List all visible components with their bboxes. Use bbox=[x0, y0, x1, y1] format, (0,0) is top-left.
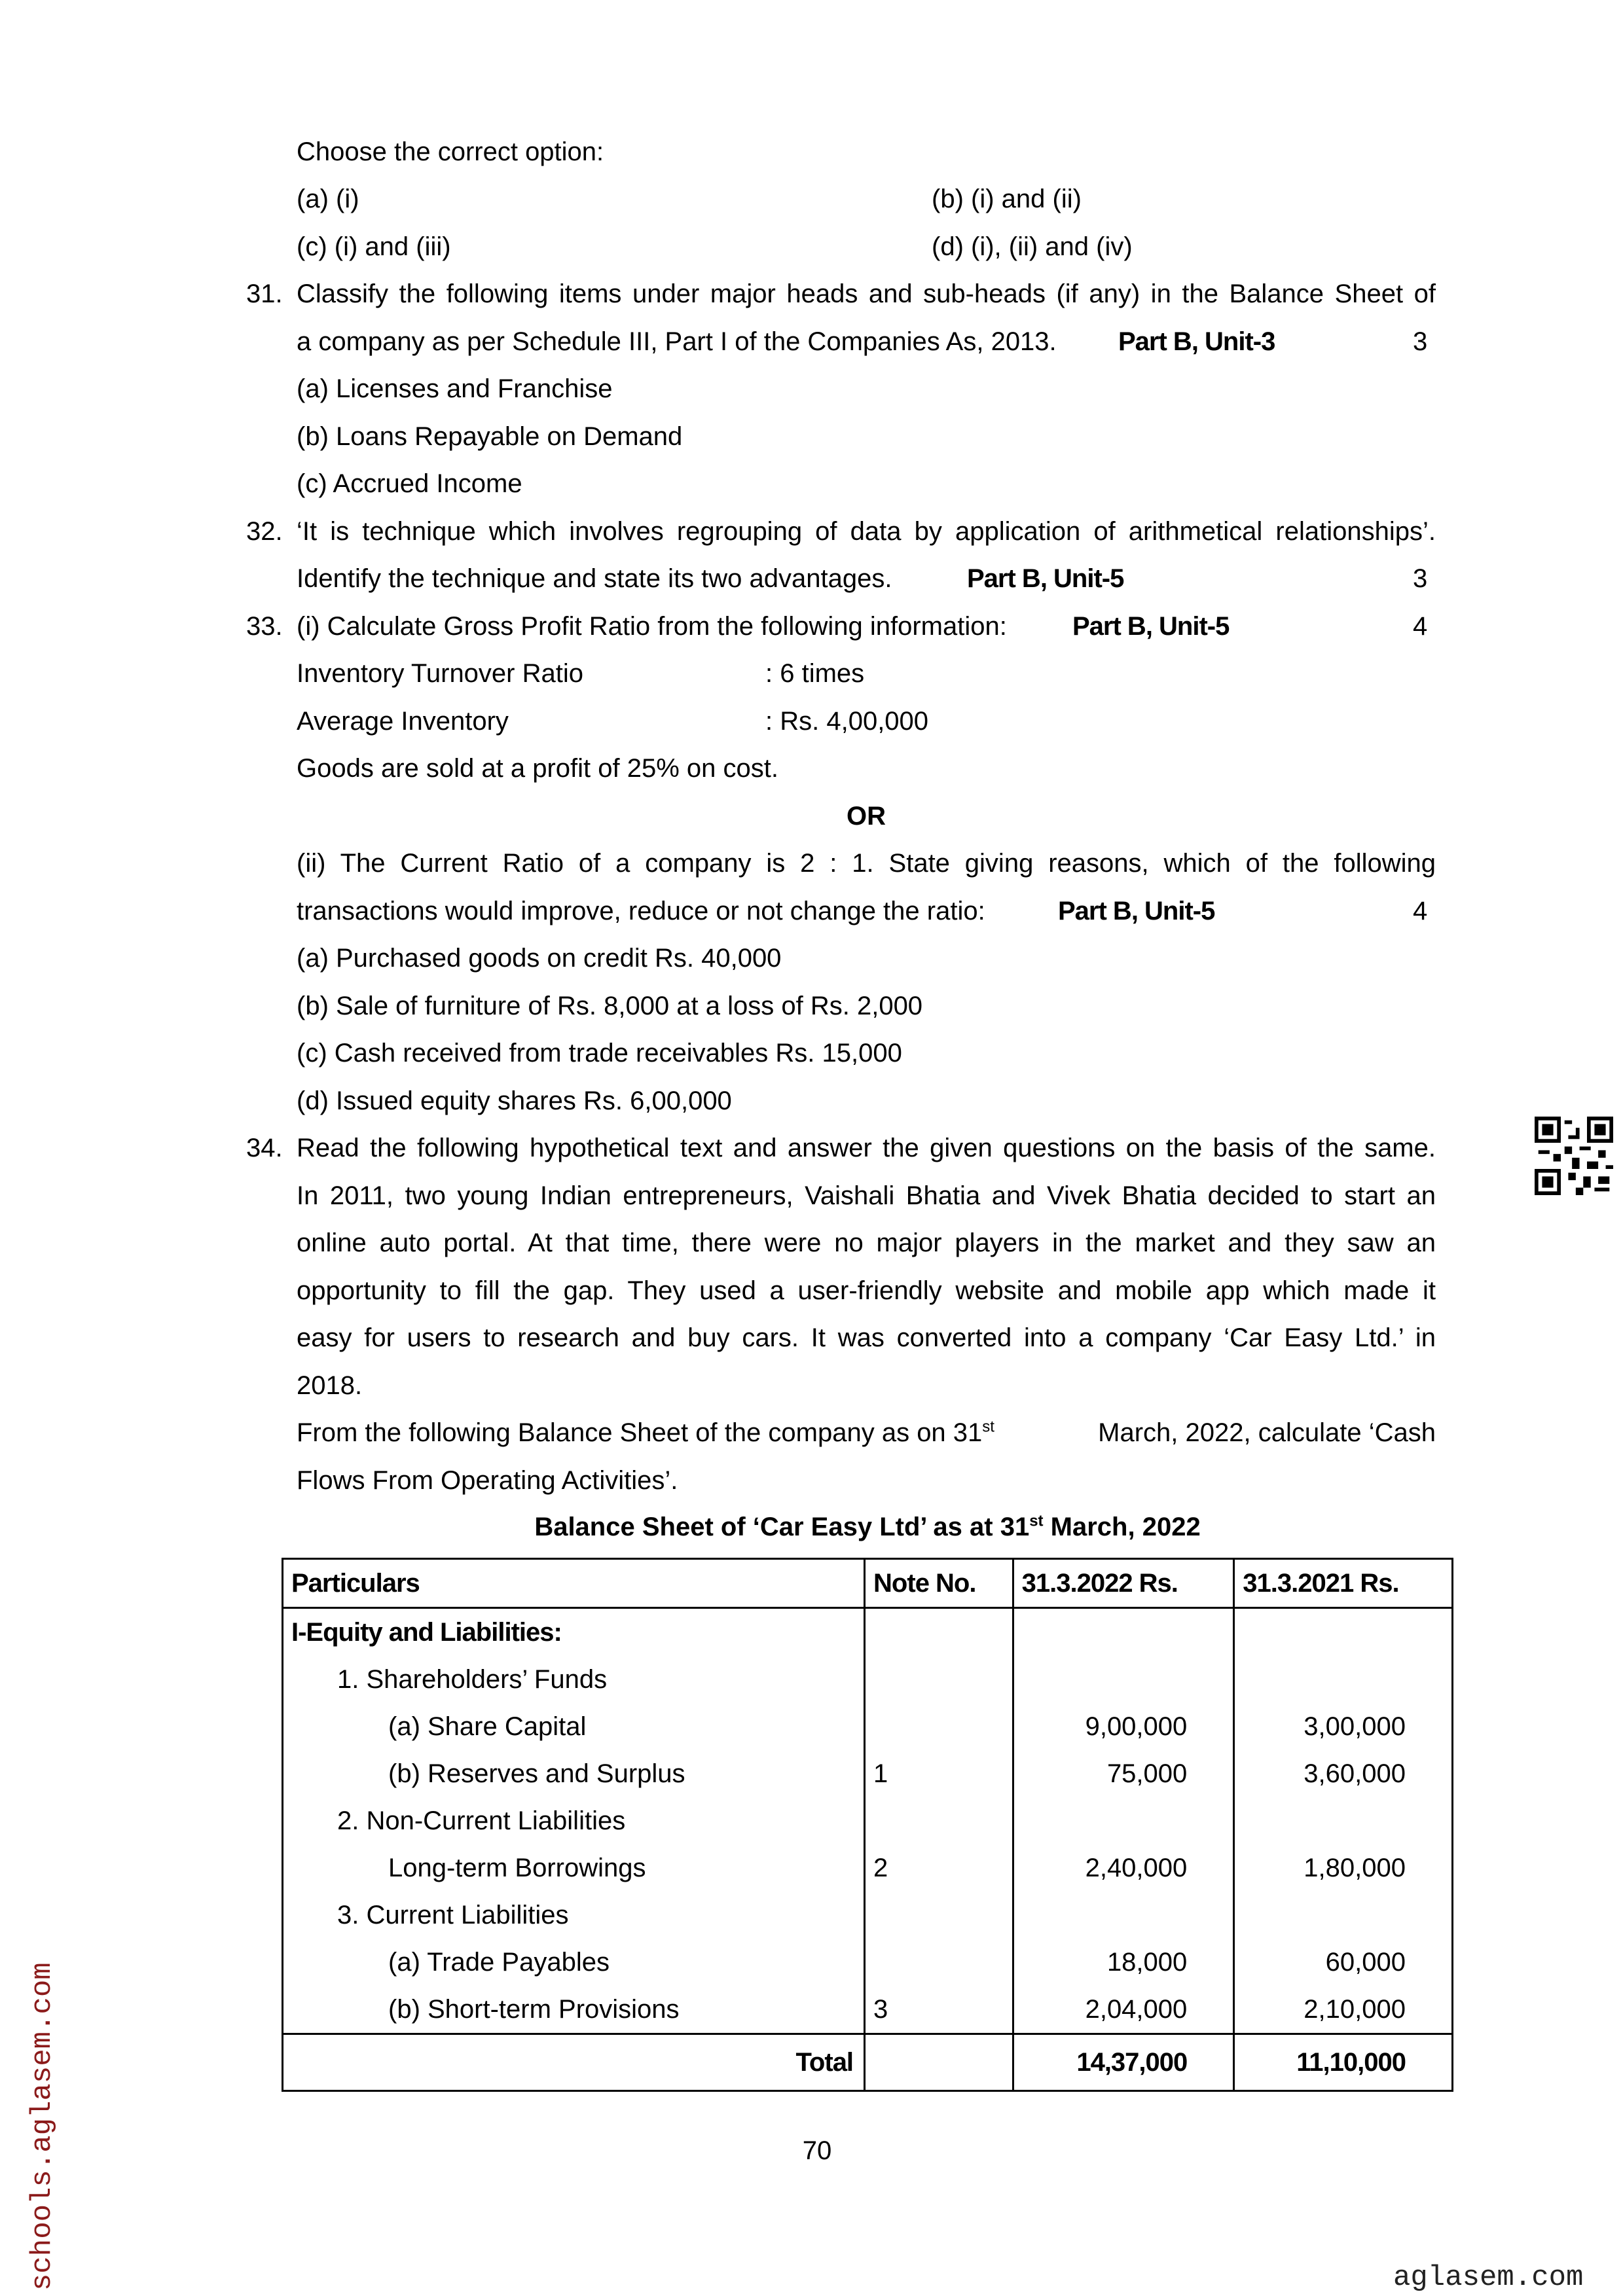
q34-line: 2018. bbox=[297, 1371, 363, 1400]
superscript: st bbox=[982, 1418, 994, 1436]
unit-tag: Part B, Unit-3 bbox=[1118, 327, 1275, 356]
bs-line1-text bbox=[297, 1409, 994, 1456]
q33-line1: (i) Calculate Gross Profit Ratio from the following information: bbox=[297, 612, 1007, 641]
q33-alt-item: (d) Issued equity shares Rs. 6,00,000 bbox=[297, 1086, 732, 1115]
q31-item: (c) Accrued Income bbox=[297, 469, 522, 498]
header-2021: 31.3.2021 Rs. bbox=[1234, 1559, 1453, 1608]
marks: 3 bbox=[1413, 327, 1428, 356]
row-label: 1. Shareholders’ Funds bbox=[283, 1656, 865, 1703]
section-label: I-Equity and Liabilities: bbox=[283, 1608, 865, 1657]
header-note: Note No. bbox=[865, 1559, 1013, 1608]
question-number: 32. bbox=[246, 517, 283, 546]
option-d: (d) (i), (ii) and (iv) bbox=[932, 232, 1133, 261]
row-2021: 3,60,000 bbox=[1234, 1750, 1453, 1797]
table-title bbox=[282, 1503, 1453, 1551]
q31-line2: a company as per Schedule III, Part I of the Companies As, 2013. bbox=[297, 327, 1057, 356]
row-label: (a) Trade Payables bbox=[283, 1939, 865, 1986]
q33-alt-item: (a) Purchased goods on credit Rs. 40,000 bbox=[297, 944, 782, 973]
table-row bbox=[283, 1797, 1453, 1844]
text: March, 2022 bbox=[1043, 1513, 1201, 1541]
row-2022: 2,40,000 bbox=[1013, 1844, 1234, 1892]
row-note bbox=[865, 1892, 1013, 1939]
marks: 4 bbox=[1413, 897, 1428, 925]
q31-line1: Classify the following items under major heads and sub-heads (if any) in the Balance Sheet of bbox=[297, 279, 1436, 308]
row-2021: 1,80,000 bbox=[1234, 1844, 1453, 1892]
row-2022 bbox=[1013, 1656, 1234, 1703]
row-2022: 75,000 bbox=[1013, 1750, 1234, 1797]
row-label: (a) Share Capital bbox=[283, 1703, 865, 1750]
total-2021: 11,10,000 bbox=[1234, 2034, 1453, 2091]
unit-tag: Part B, Unit-5 bbox=[967, 564, 1124, 593]
row-note: 3 bbox=[865, 1986, 1013, 2034]
info-label: Average Inventory bbox=[297, 707, 509, 736]
question-number: 34. bbox=[246, 1134, 283, 1162]
row-note bbox=[865, 1703, 1013, 1750]
row-2021 bbox=[1234, 1892, 1453, 1939]
row-2021 bbox=[1234, 1656, 1453, 1703]
superscript: st bbox=[1029, 1512, 1044, 1530]
q32-line2: Identify the technique and state its two advantages. bbox=[297, 564, 892, 593]
row-2021: 2,10,000 bbox=[1234, 1986, 1453, 2034]
balance-sheet-table bbox=[282, 1558, 1453, 2092]
or-divider: OR bbox=[847, 802, 886, 831]
row-label: 2. Non-Current Liabilities bbox=[283, 1797, 865, 1844]
qr-code-icon bbox=[1535, 1117, 1613, 1195]
page-number: 70 bbox=[802, 2136, 832, 2165]
row-2022 bbox=[1013, 1797, 1234, 1844]
row-label: Long-term Borrowings bbox=[283, 1844, 865, 1892]
unit-tag: Part B, Unit-5 bbox=[1072, 612, 1230, 641]
q33-note: Goods are sold at a profit of 25% on cost. bbox=[297, 754, 778, 783]
question-number: 33. bbox=[246, 612, 283, 641]
q31-item: (b) Loans Repayable on Demand bbox=[297, 422, 683, 451]
info-value: : Rs. 4,00,000 bbox=[765, 707, 929, 736]
q33-alt-line2: transactions would improve, reduce or not change the ratio: bbox=[297, 897, 985, 925]
table-row bbox=[283, 1939, 1453, 1986]
row-2021: 3,00,000 bbox=[1234, 1703, 1453, 1750]
section-row bbox=[283, 1608, 1453, 1657]
text: March, 2022, calculate ‘Cash bbox=[1098, 1418, 1436, 1447]
table-row bbox=[283, 1703, 1453, 1750]
row-2022: 2,04,000 bbox=[1013, 1986, 1234, 2034]
watermark-side: schools.aglasem.com bbox=[26, 1962, 59, 2291]
table-row bbox=[283, 1986, 1453, 2034]
q34-line: online auto portal. At that time, there were no major players in the market and they saw an bbox=[297, 1229, 1436, 1257]
row-note: 2 bbox=[865, 1844, 1013, 1892]
q33-alt-item: (c) Cash received from trade receivables Rs. 15,000 bbox=[297, 1039, 902, 1067]
row-2022: 18,000 bbox=[1013, 1939, 1234, 1986]
text: From the following Balance Sheet of the company as on 31 bbox=[297, 1418, 983, 1447]
question-number: 31. bbox=[246, 279, 283, 308]
row-label: 3. Current Liabilities bbox=[283, 1892, 865, 1939]
row-2022: 9,00,000 bbox=[1013, 1703, 1234, 1750]
row-label: (b) Reserves and Surplus bbox=[283, 1750, 865, 1797]
watermark-corner: aglasem.com bbox=[1393, 2261, 1584, 2294]
total-label: Total bbox=[283, 2034, 865, 2091]
q34-line: opportunity to fill the gap. They used a user-friendly website and mobile app which made it bbox=[297, 1276, 1436, 1305]
marks: 4 bbox=[1413, 612, 1428, 641]
q31-item: (a) Licenses and Franchise bbox=[297, 374, 613, 403]
q34-bs-line1 bbox=[297, 1409, 1436, 1456]
q32-line1: ‘It is technique which involves regrouping of data by application of arithmetical relationships’. bbox=[297, 517, 1436, 546]
row-2022 bbox=[1013, 1892, 1234, 1939]
info-row bbox=[297, 650, 1436, 697]
q34-line: Read the following hypothetical text and answer the given questions on the basis of the same. bbox=[297, 1134, 1436, 1162]
table-row bbox=[283, 1750, 1453, 1797]
q33-alt-item: (b) Sale of furniture of Rs. 8,000 at a loss of Rs. 2,000 bbox=[297, 992, 923, 1020]
total-2022: 14,37,000 bbox=[1013, 2034, 1234, 2091]
q30-prompt: Choose the correct option: bbox=[297, 137, 604, 166]
table-row bbox=[283, 1656, 1453, 1703]
header-particulars: Particulars bbox=[283, 1559, 865, 1608]
q34-bs-line2: Flows From Operating Activities’. bbox=[297, 1466, 678, 1495]
row-2021: 60,000 bbox=[1234, 1939, 1453, 1986]
table-header-row bbox=[283, 1559, 1453, 1608]
q34-line: easy for users to research and buy cars. It was converted into a company ‘Car Easy Ltd.’ in bbox=[297, 1323, 1436, 1352]
row-note bbox=[865, 1797, 1013, 1844]
unit-tag: Part B, Unit-5 bbox=[1058, 897, 1215, 925]
row-note: 1 bbox=[865, 1750, 1013, 1797]
q30-options-row1 bbox=[297, 175, 1436, 223]
table-row bbox=[283, 1844, 1453, 1892]
info-value: : 6 times bbox=[765, 659, 865, 688]
info-row bbox=[297, 698, 1436, 745]
option-b: (b) (i) and (ii) bbox=[932, 185, 1082, 213]
option-a: (a) (i) bbox=[297, 185, 359, 213]
row-2021 bbox=[1234, 1797, 1453, 1844]
text: Balance Sheet of ‘Car Easy Ltd’ as at 31 bbox=[534, 1513, 1030, 1541]
total-row bbox=[283, 2034, 1453, 2091]
option-c: (c) (i) and (iii) bbox=[297, 232, 451, 261]
q30-options-row2 bbox=[297, 223, 1436, 270]
q33-alt-line1: (ii) The Current Ratio of a company is 2 : 1. State giving reasons, which of the following bbox=[297, 849, 1436, 878]
info-label: Inventory Turnover Ratio bbox=[297, 659, 583, 688]
row-label: (b) Short-term Provisions bbox=[283, 1986, 865, 2034]
marks: 3 bbox=[1413, 564, 1428, 593]
header-2022: 31.3.2022 Rs. bbox=[1013, 1559, 1234, 1608]
q34-line: In 2011, two young Indian entrepreneurs, Vaishali Bhatia and Vivek Bhatia decided to start an bbox=[297, 1181, 1436, 1210]
table-row bbox=[283, 1892, 1453, 1939]
row-note bbox=[865, 1656, 1013, 1703]
row-note bbox=[865, 1939, 1013, 1986]
